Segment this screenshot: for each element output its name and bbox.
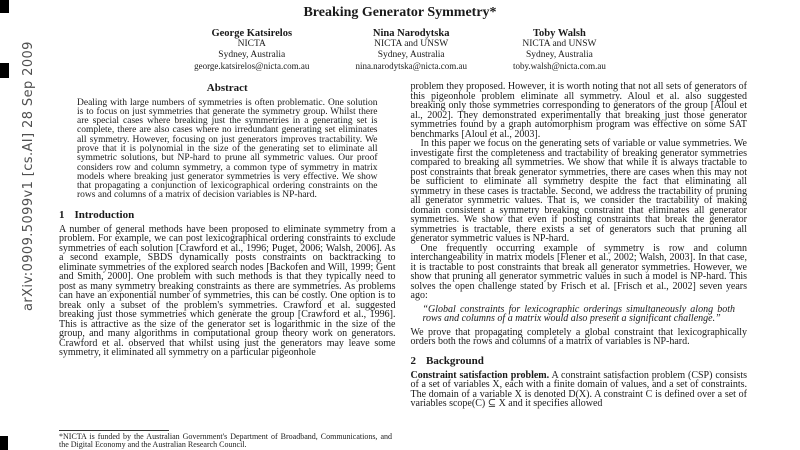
author-location: Sydney, Australia bbox=[377, 50, 445, 60]
author-list bbox=[0, 28, 800, 72]
section-label: Introduction bbox=[74, 208, 135, 221]
left-column bbox=[59, 82, 396, 409]
body-paragraph: In this paper we focus on the generating sets of variable or value symmetries. We investigate first the completeness and tractability of breaking generator symmetries compared to breaking all symmetries. We show that while it is always tractable to post constraints that break generator symmetries, there are cases when this may not be sufficient to eliminate all symmetry despite the fact that eliminating all symmetry in these cases is tractable. Second, we address the tractability of pruning all generator symmetric values. That is, we consider the tractability of making domain consistent a symmetry breaking constraint that eliminates all generator symmetries. We show that even if posting constraints that break the generator symmetries is tractable, there exists a set of generators such that pruning all generator symmetric values is NP-hard. bbox=[410, 138, 747, 244]
author-name: Toby Walsh bbox=[533, 28, 586, 39]
arxiv-stamp: arXiv:0909.5099v1 [cs.AI] 28 Sep 2009 bbox=[21, 41, 36, 311]
abstract-text: Dealing with large numbers of symmetries is often problematic. One solution is to focus on just symmetries that generate the symmetry group. Whilst there are special cases where breaking just the symmetries in a generating set is complete, there are also cases where no irredundant generating set eliminates all symmetry. However, focusing on just generators improves tractability. We prove that it is polynomial in the size of the generating set to eliminate all symmetric solutions, but NP-hard to prune all symmetric values. Our proof considers row and column symmetry, a common type of symmetry in matrix models where breaking just generator symmetries is very effective. We show that propagating a conjunction of lexicographical ordering constraints on the rows and columns of a matrix of decision variables is NP-hard. bbox=[77, 97, 378, 201]
author-email: george.katsirelos@nicta.com.au bbox=[194, 61, 310, 71]
section-heading-background bbox=[411, 355, 748, 367]
background-paragraph bbox=[411, 371, 748, 409]
section-heading-introduction bbox=[59, 209, 396, 221]
two-column-body bbox=[0, 72, 800, 409]
author-affiliation: NICTA and UNSW bbox=[522, 39, 597, 49]
section-label: Background bbox=[426, 354, 484, 367]
block-quote: “Global constraints for lexicographic orderings simultaneously along both rows and columns of a matrix would also present a significant challenge.” bbox=[422, 303, 735, 324]
author-email: toby.walsh@nicta.com.au bbox=[512, 61, 606, 71]
author-name: George Katsirelos bbox=[211, 28, 293, 39]
paper-title: Breaking Generator Symmetry* bbox=[303, 5, 497, 20]
author-location: Sydney, Australia bbox=[218, 50, 286, 60]
scan-artifact-top-left bbox=[0, 0, 9, 13]
footnote-text: *NICTA is funded by the Australian Government's Department of Broadband, Communications, and the Digital Economy and the Australian Research Council. bbox=[59, 431, 392, 450]
author-block bbox=[194, 28, 309, 72]
author-location: Sydney, Australia bbox=[525, 50, 593, 60]
author-affiliation: NICTA and UNSW bbox=[374, 39, 449, 49]
body-paragraph: problem they proposed. However, it is worth noting that not all sets of generators of this pigeonhole problem eliminate all symmetry. Aloul et al. also suggested breaking only those symmetries corresponding to generators of the group [Aloul et al., 2002]. They demonstrated experimentally that breaking just those generator symmetries found by a graph automorphism program was effective on some SAT benchmarks [Aloul et al., 2003]. bbox=[410, 81, 747, 140]
author-name: Nina Narodytska bbox=[372, 28, 450, 39]
right-column bbox=[411, 82, 748, 409]
body-paragraph: We prove that propagating completely a global constraint that lexicographically orders both the rows and columns of a matrix of variables is NP-hard. bbox=[410, 326, 747, 347]
body-paragraph: One frequently occurring example of symmetry is row and column interchangeability in matrix models [Flener et al., 2002; Walsh, 2003]. In that case, it is tractable to post constraints that break all generator symmetries. However, we show that pruning all generator symmetric values in such a model is NP-hard. This solves the open challenge stated by Frisch et al. [Frisch et al., 2002] seven years ago: bbox=[410, 242, 747, 301]
paragraph-lead: Constraint satisfaction problem. bbox=[410, 369, 550, 381]
author-affiliation: NICTA bbox=[237, 39, 266, 49]
paragraph-text: A constraint satisfaction problem (CSP) consists of a set of variables X, each with a finite domain of values, and a set of constraints. The domain of a variable X is denoted D(X). A constraint C is defined over a set of variables scope(C) ⊆ X and it specifies allowed bbox=[410, 369, 748, 409]
author-block bbox=[355, 28, 467, 72]
scan-artifact-left-edge bbox=[0, 63, 9, 78]
author-email: nina.narodytska@nicta.com.au bbox=[355, 61, 467, 71]
section-number: 2 bbox=[410, 354, 416, 367]
intro-paragraph: A number of general methods have been proposed to eliminate symmetry from a problem. For example, we can post lexicographical ordering constraints to exclude symmetries of each solution [Crawford et al., 1996; Puget, 2006; Walsh, 2006]. As a second example, SBDS dynamically posts constraints on backtracking to eliminate symmetries of the explored search nodes [Backofen and Will, 1999; Gent and Smith, 2000]. One problem with such methods is that they typically need to post as many symmetry breaking constraints as there are symmetries. As problems can have an exponential number of symmetries, this can be costly. One option is to break only a subset of the problem's symmetries. Crawford et al. suggested breaking just those symmetries which generate the group [Crawford et al., 1996]. This is attractive as the size of the generator set is logarithmic in the size of the group, and many algorithms in computational group theory work on generators. Crawford et al. observed that whilst using just the generators may leave some symmetry, it eliminated all symmetry on a particular pigeonhole bbox=[59, 223, 396, 359]
footnote-rule bbox=[59, 430, 169, 431]
section-number: 1 bbox=[59, 208, 65, 221]
footnote bbox=[59, 428, 392, 450]
scan-artifact-bottom-left bbox=[0, 436, 8, 450]
abstract-heading: Abstract bbox=[206, 82, 248, 94]
author-block bbox=[513, 28, 606, 72]
